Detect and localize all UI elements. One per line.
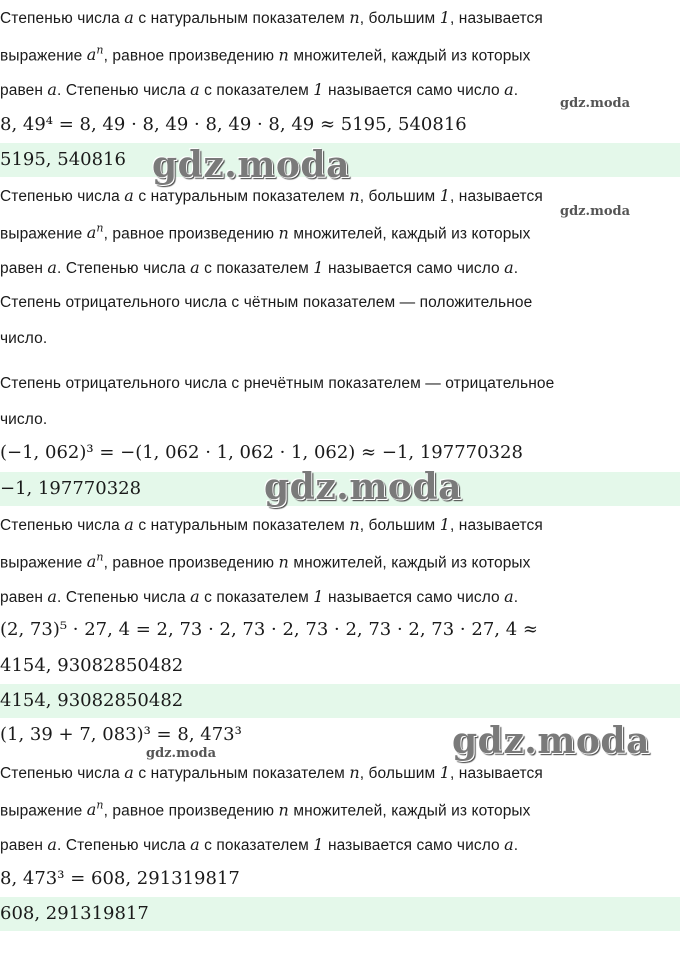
var-a: a — [86, 552, 97, 572]
definition-line-1 — [0, 186, 543, 206]
num-one: 1 — [439, 763, 450, 782]
text: , равное произведению — [103, 554, 279, 572]
var-n: n — [278, 552, 289, 572]
watermark: gdz.moda — [146, 746, 217, 761]
var-a: a — [504, 80, 514, 99]
text: . Степенью числа — [57, 260, 191, 277]
text: с натуральным показателем — [133, 188, 350, 205]
watermark: gdz.moda — [152, 144, 350, 186]
text: , равное произведению — [103, 225, 279, 243]
text: . Степенью числа — [57, 837, 191, 854]
text: с натуральным показателем — [133, 765, 350, 782]
var-n: n — [96, 799, 104, 812]
text: , большим — [359, 765, 440, 782]
problem-1-expression: 8, 49⁴ = 8, 49 · 8, 49 · 8, 49 · 8, 49 ≈ 5195, 540816 — [0, 114, 467, 135]
var-n: n — [349, 763, 360, 782]
var-a: a — [86, 223, 97, 243]
text: выражение — [0, 225, 87, 243]
watermark: gdz.moda — [264, 466, 462, 508]
text: выражение — [0, 802, 87, 820]
answer-band — [0, 897, 680, 931]
text: называется само число — [323, 837, 505, 854]
text: с натуральным показателем — [133, 10, 350, 27]
num-one: 1 — [313, 587, 324, 606]
text: множителей, каждый из которых — [288, 225, 531, 243]
text: , большим — [359, 517, 440, 534]
text: , равное произведению — [103, 802, 279, 820]
var-n: n — [349, 8, 360, 27]
definition-line-1 — [0, 763, 543, 783]
answer-value: 608, 291319817 — [0, 903, 149, 924]
var-a: a — [190, 835, 200, 854]
text: . Степенью числа — [57, 589, 191, 606]
text: равен — [0, 82, 48, 99]
watermark: gdz.moda — [560, 96, 631, 111]
definition-line-1 — [0, 515, 543, 535]
text: , называется — [449, 188, 543, 205]
var-a: a — [124, 186, 134, 205]
text: , называется — [449, 517, 543, 534]
text: с показателем — [199, 589, 314, 606]
definition-line-2 — [0, 44, 531, 65]
var-a: a — [504, 587, 514, 606]
text: . — [513, 589, 519, 606]
var-a: a — [190, 80, 200, 99]
watermark: gdz.moda — [560, 204, 631, 219]
num-one: 1 — [313, 80, 324, 99]
num-one: 1 — [313, 835, 324, 854]
rule-odd: Степень отрицательного числа с рнечётным показателем — отрицательное — [0, 375, 555, 392]
rule-even-end: число. — [0, 330, 48, 347]
text: выражение — [0, 554, 87, 572]
var-n: n — [349, 515, 360, 534]
definition-line-2 — [0, 551, 531, 572]
text: равен — [0, 260, 48, 277]
text: с показателем — [199, 837, 314, 854]
problem-2-expression: (−1, 062)³ = −(1, 062 · 1, 062 · 1, 062) ≈ −1, 197770328 — [0, 442, 523, 463]
num-one: 1 — [439, 515, 450, 534]
var-n: n — [278, 800, 289, 820]
text: . Степенью числа — [57, 82, 191, 99]
var-a: a — [504, 258, 514, 277]
var-n: n — [96, 44, 104, 57]
text: Степенью числа — [0, 517, 125, 534]
num-one: 1 — [439, 8, 450, 27]
a-power-n — [87, 552, 104, 571]
text: Степенью числа — [0, 188, 125, 205]
definition-line-1 — [0, 8, 543, 28]
definition-line-2 — [0, 799, 531, 820]
text: множителей, каждый из которых — [288, 47, 531, 65]
text: с натуральным показателем — [133, 517, 350, 534]
definition-line-3 — [0, 835, 518, 855]
problem-4-expression: 8, 473³ = 608, 291319817 — [0, 868, 240, 889]
num-one: 1 — [313, 258, 324, 277]
var-a: a — [124, 8, 134, 27]
problem-4-setup: (1, 39 + 7, 083)³ = 8, 473³ — [0, 724, 242, 745]
a-power-n — [87, 800, 104, 819]
var-a: a — [47, 80, 58, 99]
num-one: 1 — [439, 186, 450, 205]
problem-3-expression-cont: 4154, 93082850482 — [0, 655, 184, 676]
watermark: gdz.moda — [452, 720, 650, 762]
answer-value: 5195, 540816 — [0, 149, 126, 170]
text: , называется — [449, 10, 543, 27]
text: , большим — [359, 188, 440, 205]
text: с показателем — [199, 260, 314, 277]
text: выражение — [0, 47, 87, 65]
definition-line-3 — [0, 80, 518, 100]
text: называется само число — [323, 260, 505, 277]
text: равен — [0, 589, 48, 606]
var-n: n — [278, 45, 289, 65]
var-a: a — [47, 258, 58, 277]
rule-even: Степень отрицательного числа с чётным показателем — положительное — [0, 294, 533, 311]
text: , называется — [449, 765, 543, 782]
answer-value: −1, 197770328 — [0, 478, 142, 499]
var-a: a — [190, 587, 200, 606]
text: равен — [0, 837, 48, 854]
rule-odd-end: число. — [0, 411, 48, 428]
text: , большим — [359, 10, 440, 27]
text: . — [513, 260, 519, 277]
var-n: n — [96, 222, 104, 235]
definition-line-3 — [0, 587, 518, 607]
definition-line-3 — [0, 258, 518, 278]
text: . — [513, 837, 519, 854]
answer-band — [0, 684, 680, 718]
var-a: a — [47, 587, 58, 606]
var-a: a — [190, 258, 200, 277]
text: называется само число — [323, 589, 505, 606]
var-n: n — [278, 223, 289, 243]
var-a: a — [124, 515, 134, 534]
var-n: n — [96, 551, 104, 564]
a-power-n — [87, 45, 104, 64]
problem-3-expression: (2, 73)⁵ · 27, 4 = 2, 73 · 2, 73 · 2, 73 · 2, 73 · 2, 73 · 27, 4 ≈ — [0, 619, 538, 640]
text: множителей, каждый из которых — [288, 802, 531, 820]
var-a: a — [504, 835, 514, 854]
text: Степенью числа — [0, 10, 125, 27]
text: , равное произведению — [103, 47, 279, 65]
text: множителей, каждый из которых — [288, 554, 531, 572]
text: называется само число — [323, 82, 505, 99]
answer-value: 4154, 93082850482 — [0, 690, 184, 711]
var-a: a — [124, 763, 134, 782]
text: с показателем — [199, 82, 314, 99]
var-a: a — [47, 835, 58, 854]
var-a: a — [86, 800, 97, 820]
text: Степенью числа — [0, 765, 125, 782]
var-a: a — [86, 45, 97, 65]
definition-line-2 — [0, 222, 531, 243]
a-power-n — [87, 223, 104, 242]
var-n: n — [349, 186, 360, 205]
text: . — [513, 82, 519, 99]
